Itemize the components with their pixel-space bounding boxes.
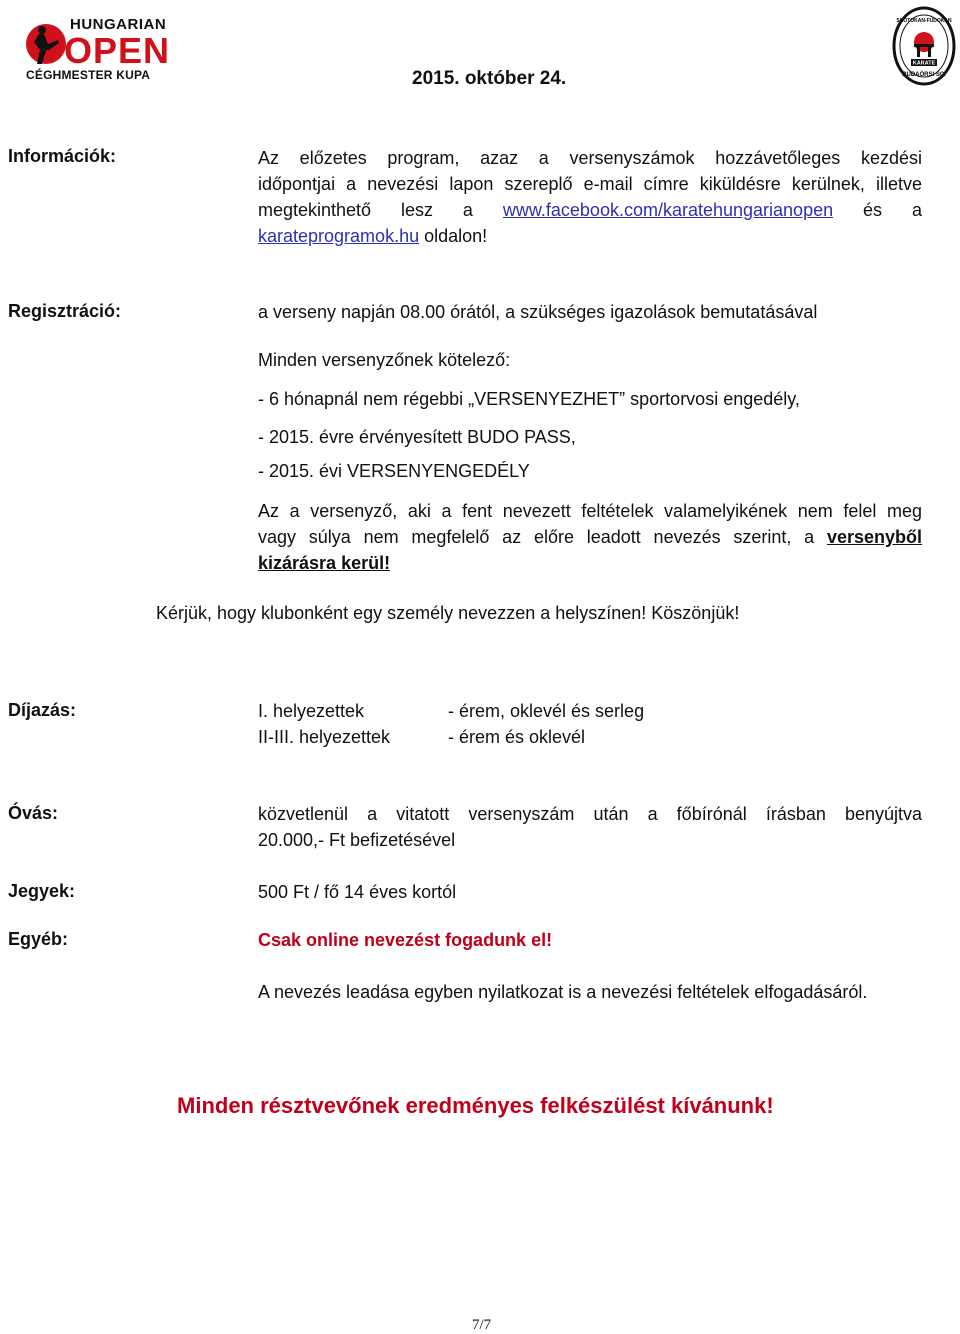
registration-note: Kérjük, hogy klubonként egy személy nevezzen a helyszínen! Köszönjük! (156, 603, 740, 623)
protest-line-2: 20.000,- Ft befizetésével (258, 830, 456, 850)
protest-line-1: közvetlenül a vitatott versenyszám után a főbírónál írásban benyújtva (258, 804, 922, 824)
emblem-top-text: SHOTOKAN-FUDOKAN (896, 18, 952, 24)
prize-place-1: I. helyezettek (258, 701, 365, 721)
protest-text (258, 801, 922, 853)
info-line-4 (258, 223, 922, 249)
info-line-3-post: és a (863, 200, 922, 220)
mandatory-title: Minden versenyzőnek kötelező: (258, 350, 511, 370)
info-line-4-post: oldalon! (424, 226, 488, 246)
emblem-mid-text: KARATE (912, 60, 936, 67)
warning-line-2 (258, 524, 922, 550)
facebook-link[interactable]: www.facebook.com/karatehungarianopen (502, 200, 834, 220)
prize-award-1: - érem, oklevél és serleg (448, 701, 645, 721)
mandatory-item-3: - 2015. évi VERSENYENGEDÉLY (258, 461, 530, 481)
info-line-2: időpontjai a nevezési lapon szereplő e-mail címre kiküldésre kerülnek, illetve (258, 174, 922, 194)
declaration-text: A nevezés leadása egyben nyilatkozat is a nevezési feltételek elfogadásáról. (258, 982, 868, 1002)
info-text (258, 145, 922, 249)
registration-label: Regisztráció: (8, 301, 122, 321)
info-line-3-pre: megtekinthető lesz a (258, 200, 473, 220)
tickets-text: 500 Ft / fő 14 éves kortól (258, 882, 457, 902)
info-line-1: Az előzetes program, azaz a versenyszámok hozzávetőleges kezdési (258, 148, 922, 168)
prize-place-2: II-III. helyezettek (258, 727, 391, 747)
karate-club-emblem-icon (892, 6, 956, 86)
registration-text: a verseny napján 08.00 órától, a szükséges igazolások bemutatásával (258, 302, 818, 322)
closing-message: Minden résztvevőnek eredményes felkészülést kívánunk! (177, 1093, 774, 1118)
event-date: 2015. október 24. (412, 68, 567, 89)
warning-line-1: Az a versenyző, aki a fent nevezett feltételek valamelyikének nem felel meg (258, 501, 922, 521)
prize-award-2: - érem és oklevél (448, 727, 586, 747)
protest-label: Óvás: (8, 803, 59, 823)
budaorsi-karate-logo (892, 6, 956, 86)
karate-fighter-icon (22, 20, 66, 66)
warning-line-3: kizárásra kerül! (258, 553, 391, 573)
prizes-label: Díjazás: (8, 700, 77, 720)
info-line-3 (258, 197, 922, 223)
warning-line-2-pre: vagy súlya nem megfelelő az előre leadott nevezés szerint, a (258, 527, 815, 547)
logo-line-hungarian: HUNGARIAN (70, 16, 167, 33)
disqualification-warning (258, 498, 922, 576)
mandatory-item-1: - 6 hónapnál nem régebbi „VERSENYEZHET” sportorvosi engedély, (258, 389, 800, 409)
emblem-bottom-text: BUDAÖRSI SC. (902, 72, 946, 78)
karateprogramok-link[interactable]: karateprogramok.hu (258, 226, 420, 246)
info-label: Információk: (8, 146, 117, 166)
online-entry-notice: Csak online nevezést fogadunk el! (258, 930, 553, 950)
page-number: 7/7 (472, 1317, 492, 1333)
logo-line-cup: CÉGHMESTER KUPA (26, 68, 151, 82)
hungarian-open-logo (22, 16, 171, 82)
logo-line-open: OPEN (64, 30, 171, 71)
mandatory-item-2: - 2015. évre érvényesített BUDO PASS, (258, 427, 576, 447)
warning-line-2-bold: versenyből (826, 527, 922, 547)
other-label: Egyéb: (8, 929, 69, 949)
tickets-label: Jegyek: (8, 881, 76, 901)
